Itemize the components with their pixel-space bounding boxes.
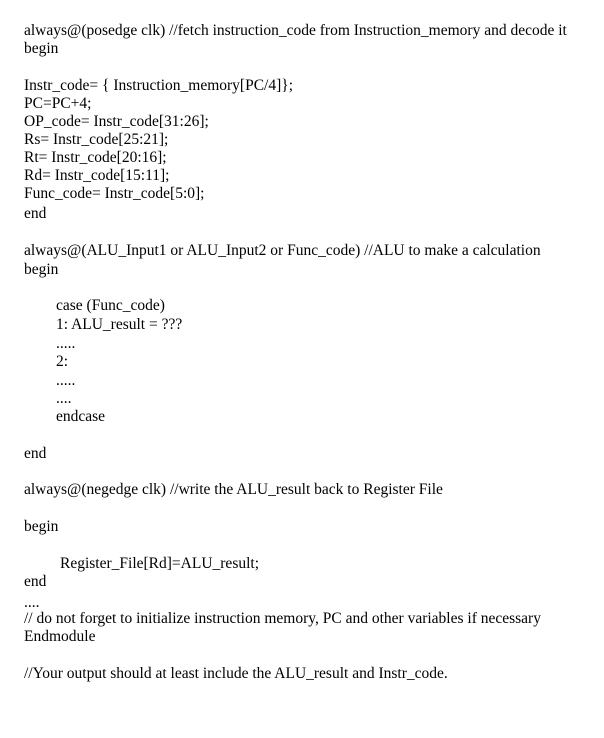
case-dots: .... — [56, 390, 72, 407]
code-line: Rt= Instr_code[20:16]; — [24, 149, 167, 166]
case-dots: ..... — [56, 372, 76, 389]
case-close: endcase — [56, 408, 106, 425]
code-line: Instr_code= { Instruction_memory[PC/4]}; — [24, 77, 293, 94]
block2-end: end — [24, 445, 47, 462]
block2-begin: begin — [24, 261, 59, 278]
block1-header: always@(posedge clk) //fetch instruction_code from Instruction_memory and decode it — [24, 22, 567, 39]
endmodule-line: Endmodule — [24, 628, 96, 645]
block1-begin: begin — [24, 40, 59, 57]
code-line: Rs= Instr_code[25:21]; — [24, 131, 169, 148]
block2-header: always@(ALU_Input1 or ALU_Input2 or Func_code) //ALU to make a calculation — [24, 242, 541, 259]
code-line: Func_code= Instr_code[5:0]; — [24, 185, 205, 202]
block3-end: end — [24, 573, 47, 590]
code-line: OP_code= Instr_code[31:26]; — [24, 113, 209, 130]
case-dots: ..... — [56, 335, 76, 352]
block1-end: end — [24, 205, 47, 222]
case-1: 1: ALU_result = ??? — [56, 316, 183, 333]
case-2: 2: — [56, 353, 69, 370]
block3-header: always@(negedge clk) //write the ALU_result back to Register File — [24, 481, 443, 498]
output-note: //Your output should at least include the ALU_result and Instr_code. — [24, 665, 448, 682]
code-line: PC=PC+4; — [24, 95, 92, 112]
code-line: Rd= Instr_code[15:11]; — [24, 167, 170, 184]
register-write-statement: Register_File[Rd]=ALU_result; — [60, 555, 260, 572]
footer-dots: .... — [24, 594, 40, 611]
init-comment: // do not forget to initialize instruction memory, PC and other variables if necessary — [24, 610, 541, 627]
case-open: case (Func_code) — [56, 297, 165, 314]
block3-begin: begin — [24, 518, 59, 535]
